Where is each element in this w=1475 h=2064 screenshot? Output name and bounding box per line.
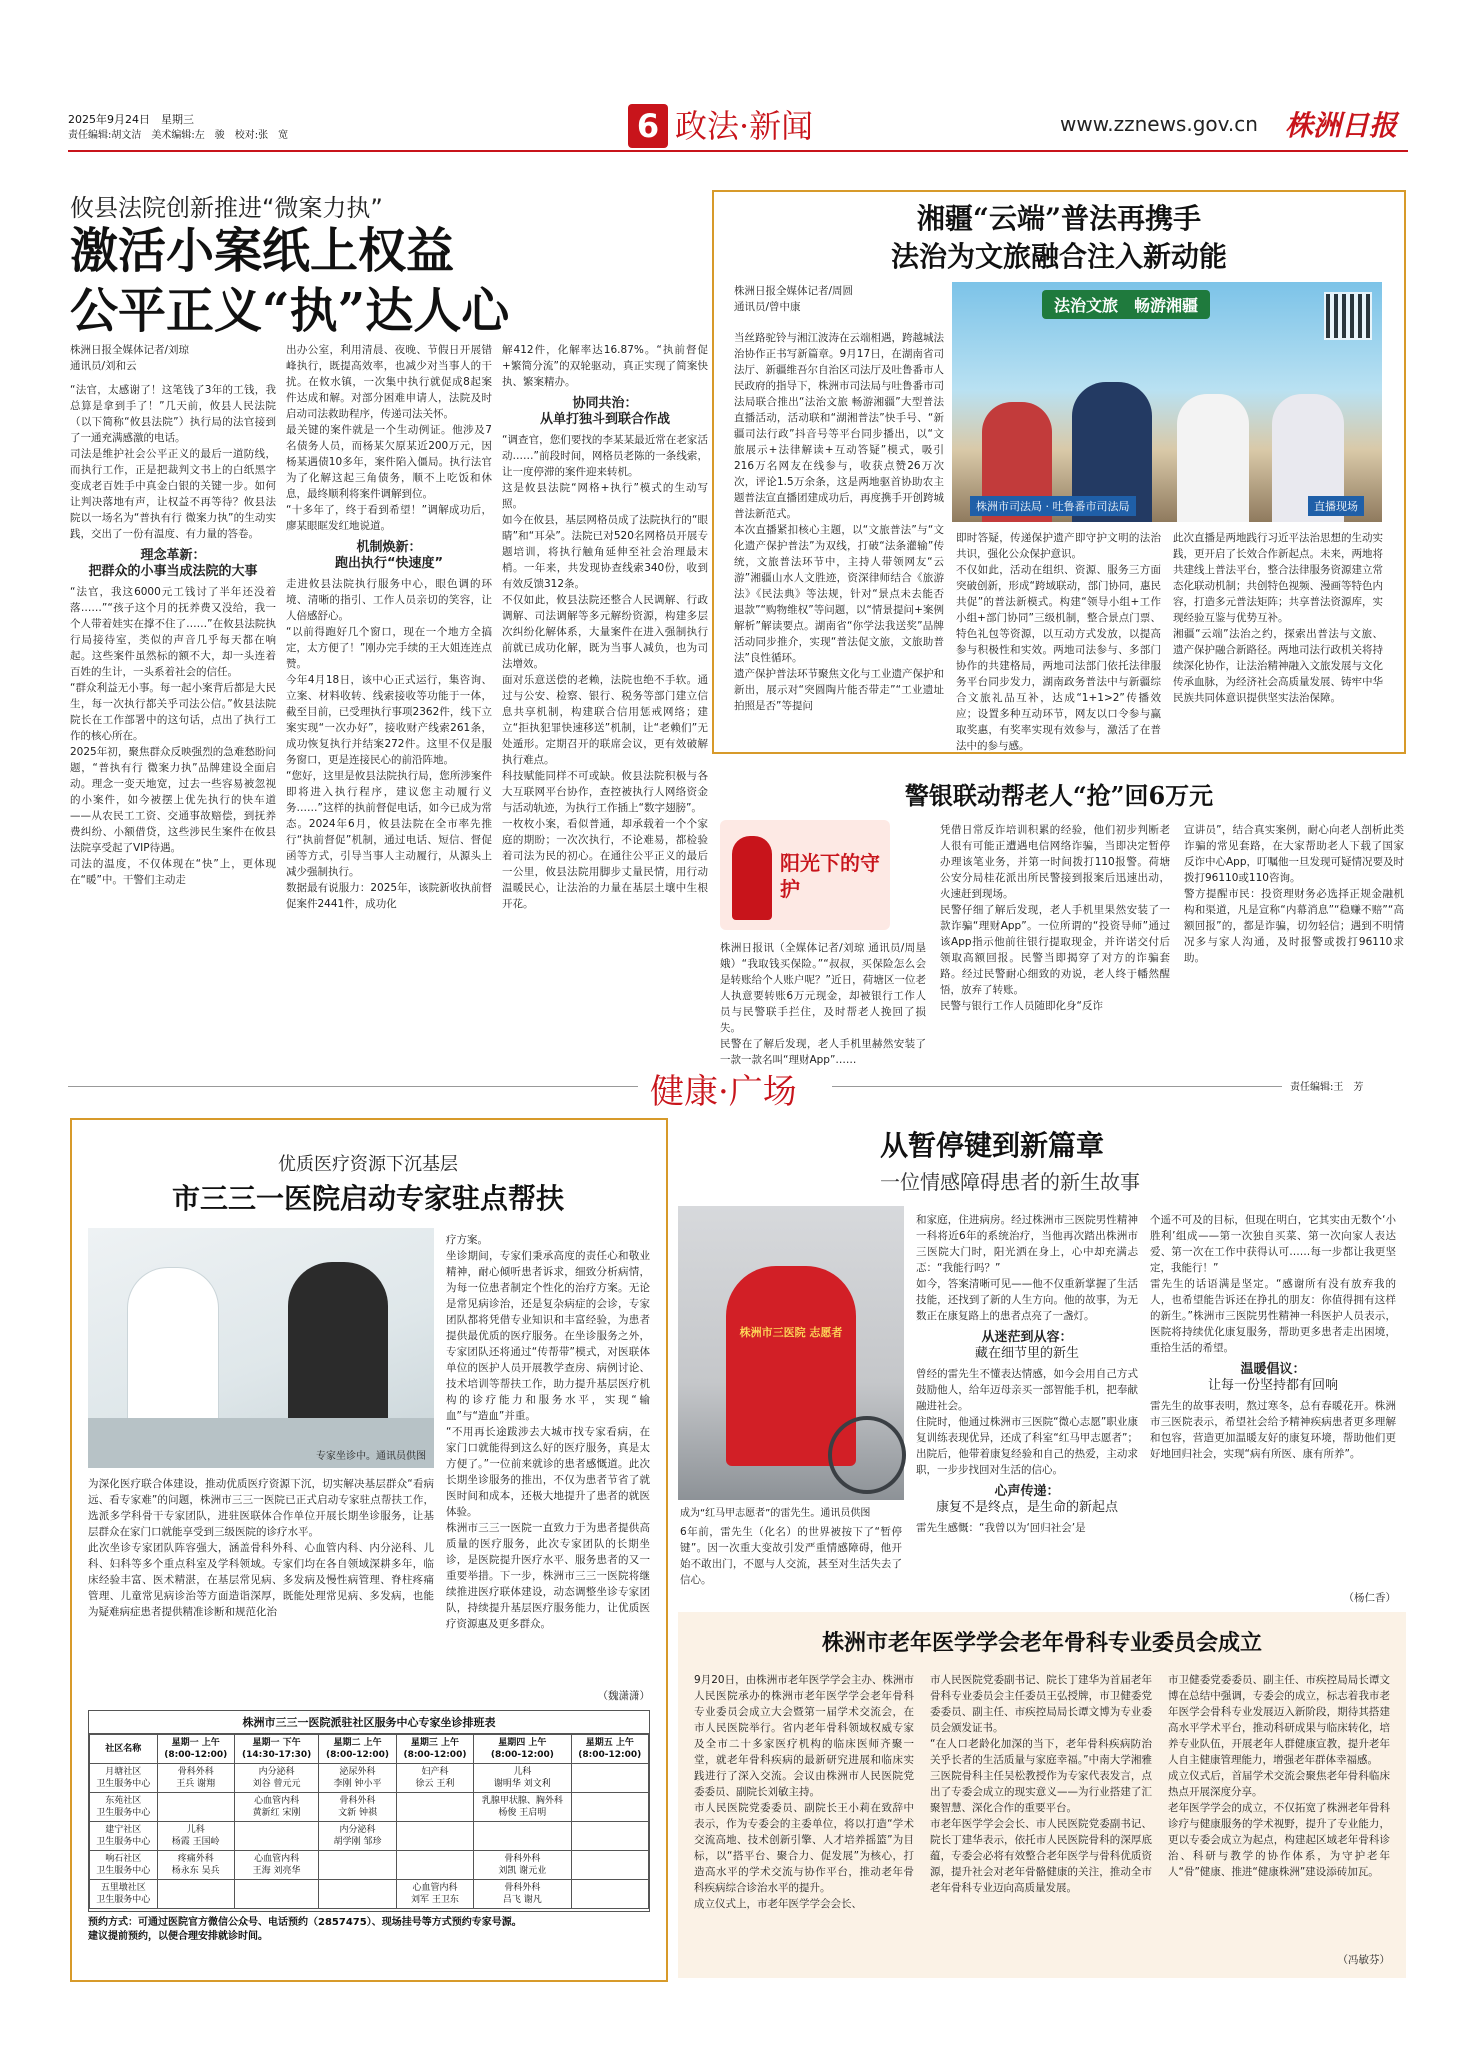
article5-col3-text2: 雷先生的故事表明，熬过寒冬，总有春暖花开。株洲市三医院表示，希望社会给予精神疾病患者更多理解和包容，营造更加温暖友好的康复环境，帮助他们更好地回归社会，实现“病有所医、康有所养”。 — [1150, 1400, 1396, 1460]
vest-logo-text: 株洲市三医院 志愿者 — [739, 1326, 843, 1339]
schedule-cell: 骨科外科 刘凯 谢元业 — [474, 1851, 571, 1880]
section2-title: 健康·广场 — [650, 1072, 797, 1112]
schedule-cell: 月塘社区 卫生服务中心 — [90, 1764, 158, 1793]
page-number: 6 — [636, 107, 660, 145]
article4-title: 市三三一医院启动专家驻点帮扶 — [171, 1182, 564, 1215]
article5-col3-subhead: 温暖倡议： — [1240, 1362, 1306, 1377]
schedule-cell: 内分泌科 胡学刚 邹珍 — [319, 1822, 396, 1851]
article3-column-logo-text: 阳光下的守护 — [780, 851, 880, 901]
schedule-header-cell: 社区名称 — [90, 1735, 158, 1764]
article2-live-photo — [952, 282, 1382, 522]
schedule-row — [90, 1880, 649, 1909]
schedule-header-row — [90, 1735, 649, 1764]
article2-col2: 即时答疑，传递保护遗产即守护文明的法治共识，强化公众保护意识。 不仅如此，活动在组织、资源、服务三方面突破创新，形成“跨域联动，部门协同，惠民共促”的普法新模式。构建“领导小组+工作小组+部门协同”三级机制，整合景点门票、特色礼包等资源，以互动方式发放，以提高参与积极性和实效。两地司法参与、多部门协作的共建格局，两地司法部门依托法律服务平台同步发力，湖南政务普法中与新疆综合文旅礼品互补，达成“1+1>2”传播效应；设置多种互动环节，网友以口令参与赢取奖惠，有奖率实现有效参与，激活了在普法中的参与感。 — [956, 532, 1161, 752]
schedule-cell: 疼痛外科 杨永东 吴兵 — [157, 1851, 234, 1880]
section2-rule-right — [832, 1086, 1282, 1087]
schedule-cell — [319, 1851, 396, 1880]
issue-date: 2025年9月24日 星期三 — [68, 113, 194, 126]
schedule-cell: 东苑社区 卫生服务中心 — [90, 1793, 158, 1822]
article5-subtitle: 一位情感障碍患者的新生故事 — [880, 1170, 1140, 1194]
schedule-cell: 妇产科 徐云 王利 — [396, 1764, 473, 1793]
article5-title: 从暂停键到新篇章 — [880, 1129, 1105, 1162]
schedule-cell — [396, 1851, 473, 1880]
schedule-cell: 建宁社区 卫生服务中心 — [90, 1822, 158, 1851]
schedule-header-cell: 星期五 上午 (8:00-12:00) — [571, 1735, 648, 1764]
schedule-cell: 骨科外科 吕飞 谢凡 — [474, 1880, 571, 1909]
article1-col3-text: 解412件，化解率达16.87%。“执前督促+繁简分流”的双轮驱动，真正实现了简案快执、繁案精办。 — [502, 344, 708, 388]
schedule-cell — [157, 1880, 234, 1909]
schedule-row — [90, 1793, 649, 1822]
schedule-row — [90, 1822, 649, 1851]
article1-title-line2: 公平正义“执”达人心 — [70, 283, 510, 339]
schedule-row — [90, 1764, 649, 1793]
schedule-header-cell: 星期四 上午 (8:00-12:00) — [474, 1735, 571, 1764]
schedule-row — [90, 1851, 649, 1880]
qr-code-icon — [1324, 292, 1372, 340]
article2-col3: 此次直播是两地践行习近平法治思想的生动实践，更开启了长效合作新起点。未来，两地将共建线上普法平台，整合法律服务资源建立常态化联动机制；共创特色视频、漫画等特色内容，打造多元普法矩阵；共享普法资源库，实现经验互鉴与优势互补。 湘疆“云端”法治之约，探索出普法与文旅、遗产保护融合新路径。两地司法行政机关将持续深化协作，让法治精神融入文旅发展与文化传承血脉，为经济社会高质量发展、铸牢中华民族共同体意识提供坚实法治保障。 — [1173, 532, 1383, 704]
section2-editor: 责任编辑:王 芳 — [1290, 1082, 1364, 1093]
article5-col2-subhead: 从迷茫到从容： — [981, 1330, 1073, 1345]
article1-col3-subhead2: 从单打独斗到联合作战 — [539, 412, 670, 427]
article6-author: （冯敏芬） — [1337, 1954, 1390, 1966]
article5-photo-caption: 成为“红马甲志愿者”的雷先生。通讯员供图 — [680, 1508, 871, 1519]
article1-col2-text2: 走进攸县法院执行服务中心，眼色调的环境、清晰的指引、工作人员亲切的笑容，让人倍感舒心。 “以前得跑好几个窗口，现在一个地方全搞定，太方便了！”刚办完手续的王大姐连连点赞。 今年4月18日，该中心正式运行，集咨询、立案、材料收转、线索接收等功能于一体，截至目前，已受理执行事项2362件，线下立案实现“一次办好”，接收财产线索261条，成功恢复执行并结案272件。这里不仅是服务窗口，更是连接民心的前沿阵地。 “您好，这里是攸县法院执行局，您所涉案件即将进入执行程序，建议您主动履行义务……”这样的执前督促电话，如今已成为常态。2024年6月，攸县法院在全市率先推行“执前督促”机制，通过电话、短信、督促函等方式，引导当事人主动履行，从源头上减少强制执行。 数据最有说服力：2025年，该院新收执前督促案件2441件，成功化 — [286, 578, 492, 910]
article1-title-line1: 激活小案纸上权益 — [70, 223, 455, 279]
schedule-cell — [474, 1822, 571, 1851]
schedule-cell: 儿科 杨霞 王国岭 — [157, 1822, 234, 1851]
article1-col3-text2: “调查官，您们要找的李某某最近常在老家活动……”前段时间，网格员老陈的一条线索，让一度停滞的案件迎来转机。 这是攸县法院“网格+执行”模式的生动写照。 如今在攸县，基层网格员成了法院执行的“眼睛”和“耳朵”。法院已对520名网格员开展专题培训，将执行触角延伸至社会治理最末梢。一年来，共发现协查线索340份，收到有效反馈312条。 不仅如此，攸县法院还整合人民调解、行政调解、司法调解等多元解纷资源，构建多层次纠纷化解体系，大量案件在进入强制执行前就已成功化解，既为当事人减负，也为司法增效。 面对乐意送偿的老赖，法院也绝不手软。通过与公安、检察、银行、税务等部门建立信息共享机制，构建联合信用惩戒网络；建立“拒执犯罪快速移送”机制，让“老赖们”无处遁形。定期召开的联席会议，更有效破解执行难点。 科技赋能同样不可或缺。攸县法院积极与各大互联网平台协作，查控被执行人网络资金与活动轨迹，为执行工作插上“数字翅膀”。 一枚枚小案，看似普通，却承载着一个个家庭的期盼；一次次执行，不论难易，都检验着司法为民的初心。在通往公平正义的最后一公里，攸县法院用脚步丈量民情，用行动温暖民心，让法治的力量在基层土壤中生根开花。 — [502, 434, 708, 910]
article5-col3-text: 个遥不可及的目标，但现在明白，它其实由无数个‘小胜利’组成——第一次独自买菜、第一次向家人表达爱、第一次在工作中获得认可……每一步都让我更坚定，我能行！” 雷先生的话语满是坚定。“感谢所有没有放弃我的人，也希望能告诉还在挣扎的朋友：你值得拥有这样的新生。”株洲市三医院男性精神一科医护人员表示，医院将持续优化康复服务，帮助更多患者走出困境，重拾生活的希望。 — [1150, 1214, 1396, 1354]
article3-col2: 凭借日常反诈培训积累的经验，他们初步判断老人很有可能正遭遇电信网络诈骗，当即决定暂停办理该笔业务，并第一时间拨打110报警。荷塘公安分局桂花派出所民警接到报案后迅速出动，火速赶到现场。 民警仔细了解后发现，老人手机里果然安装了一款诈骗“理财App”。一位所谓的“投资导师”通过该App指示他前往银行提取现金，并许诺交付后领取高额回报。民警当即揭穿了对方的诈骗套路。经过民警耐心细致的劝说，老人终于幡然醒悟，放弃了转账。 民警与银行工作人员随即化身“反诈 — [940, 824, 1170, 1012]
schedule-header-cell: 星期一 上午 (8:00-12:00) — [157, 1735, 234, 1764]
article6-title: 株洲市老年医学学会老年骨科专业委员会成立 — [821, 1630, 1262, 1656]
schedule-cell: 乳腺甲状腺、胸外科 杨俊 王启明 — [474, 1793, 571, 1822]
article4-photo — [88, 1228, 434, 1468]
schedule-header-cell: 星期二 上午 (8:00-12:00) — [319, 1735, 396, 1764]
schedule-note: 预约方式：可通过医院官方微信公众号、电话预约（2857475）、现场挂号等方式预约专家号源。 建议提前预约，以便合理安排就诊时间。 — [88, 1917, 522, 1942]
article1-col3-subhead: 协同共治： — [572, 396, 638, 411]
article5-col2-subhead3: 心声传递： — [994, 1484, 1060, 1499]
schedule-cell — [571, 1793, 648, 1822]
article3-col3: 宣讲员”，结合真实案例，耐心向老人剖析此类诈骗的常见套路，在大家帮助老人下载了国家反诈中心App，叮嘱他一旦发现可疑情况要及时拨打96110或110咨询。 警方提醒市民：投资理财务必选择正规金融机构和渠道，凡是宣称“内幕消息”“稳赚不赔”“高额回报”的，都是诈骗，切勿轻信；遇到不明情况多与家人沟通，及时报警或拨打96110求助。 — [1184, 824, 1405, 964]
article1-col2-text: 出办公室，利用清晨、夜晚、节假日开展错峰执行，既提高效率，也减少对当事人的干扰。在攸水镇，一次集中执行就促成8起案件达成和解。对部分困难申请人，法院及时启动司法救助程序，传递司法关怀。 最关键的案件就是一个生动例证。他涉及7名债务人员，而杨某欠原某近200万元，因杨某遇债10多年，案件陷入僵局。执行法官为了化解这起三角债务，顺不上吃饭和休息，最终顺利将案件调解到位。 “十多年了，终于看到希望！”调解成功后，廖某眼眶发红地说道。 — [286, 344, 492, 532]
schedule-cell — [571, 1764, 648, 1793]
schedule-cell — [571, 1880, 648, 1909]
guardian-figure-icon — [732, 836, 772, 920]
article4-photo-caption: 专家坐诊中。通讯员供图 — [316, 1451, 426, 1462]
schedule-cell — [571, 1822, 648, 1851]
article5-col3 — [1150, 1212, 1396, 1590]
article1-col2-subhead2: 跑出执行“快速度” — [334, 556, 444, 571]
article4-kicker: 优质医疗资源下沉基层 — [278, 1154, 458, 1175]
article1-col2-subhead: 机制焕新： — [356, 540, 422, 555]
schedule-cell: 五里墩社区 卫生服务中心 — [90, 1880, 158, 1909]
article4-col2-text: 疗方案。 坐诊期间，专家们秉承高度的责任心和敬业精神，耐心倾听患者诉求，细致分析病情，为每一位患者制定个性化的治疗方案。无论是常见病诊治，还是复杂病症的会诊，专家团队都将凭借专业知识和丰富经验，为患者提供最优质的医疗服务。在坐诊服务之外，专家团队还将通过“传帮带”模式，对医联体单位的医护人员开展教学查房、病例讨论、技术培训等帮扶工作，助力提升基层医疗机构的诊疗能力和服务水平，实现“输血”与“造血”并重。 “不用再长途跋涉去大城市找专家看病，在家门口就能得到这么好的医疗服务，真是太方便了。”一位前来就诊的患者感慨道。此次长期坐诊服务的推出，不仅为患者节省了就医时间和成本，还极大地提升了患者的就医体验。 株洲市三三一医院一直致力于为患者提供高质量的医疗服务，此次专家团队的长期坐诊，是医院提升医疗水平、服务患者的又一重要举措。下一步，株洲市三三一医院将继续推进医疗联体建设，动态调整坐诊专家团队，持续提升基层医疗服务能力，让优质医疗资源惠及更多群众。 — [446, 1234, 650, 1630]
schedule-cell — [157, 1793, 234, 1822]
article1-col1-subhead: 理念革新： — [140, 548, 206, 563]
schedule-title: 株洲市三三一医院派驻社区服务中心专家坐诊排班表 — [89, 1711, 649, 1734]
article3-column-logo — [720, 820, 890, 930]
article1-col1-text: “法官，太感谢了！这笔钱了3年的工钱，我总算是拿到手了！”几天前，攸县人民法院（以下简称“攸县法院”）执行局的法官接到了一通充满感激的电话。 司法是维护社会公平正义的最后一道防线，而执行工作，正是把裁判文书上的白纸黑字变成老百姓手中真金白银的关键一步。如何让判决落地有声，让权益不再等待？攸县法院以一场名为“普执有行 微案力执”的生动实践，交出了一份有温度、有力量的答卷。 — [70, 384, 276, 540]
schedule-cell: 心血管内科 王海 刘亮华 — [234, 1851, 318, 1880]
article6-col1: 9月20日，由株洲市老年医学学会主办、株洲市人民医院承办的株洲市老年医学学会老年骨科专业委员会成立大会暨第一届学术交流会，在市人民医院举行。省内老年骨科领域权威专家及全市二十多家医疗机构的临床医师齐聚一堂，就老年骨科疾病的最新研究进展和临床实践进行了深入交流。会议由株洲市人民医院党委委员、副院长刘敏主持。 市人民医院党委委员、副院长王小莉在致辞中表示，作为专委会的主委单位，将以打造“学术交流高地、技术创新引擎、人才培养摇篮”为目标，以“搭平台、聚合力、促发展”为核心，打造高水平的学术交流与协作平台，推动老年骨科疾病综合诊治水平的提升。 成立仪式上，市老年医学学会会长、 — [694, 1674, 914, 1910]
article5-col2 — [916, 1212, 1138, 1590]
article4-col1: 为深化医疗联合体建设，推动优质医疗资源下沉，切实解决基层群众“看病远、看专家难”的问题，株洲市三三一医院已正式启动专家驻点帮扶工作，选派多学科骨干专家团队，进驻医联体合作单位开展长期坐诊服务，让基层群众在家门口就能享受到三级医院的诊疗水平。 此次坐诊专家团队阵容强大，涵盖骨科外科、心血管内科、内分泌科、儿科、妇科等多个重点科室及学科领域。专家们均在各自领域深耕多年，临床经验丰富、医术精湛，在基层常见病、多发病及慢性病管理、脊柱疼痛管理、儿童常见病诊治等方面造诣深厚，既能处理常见病、多发病，也能为疑难病症患者提供精准诊断和规范化治 — [88, 1478, 434, 1618]
section-title: 政法·新闻 — [675, 107, 814, 145]
wheelchair-shape — [828, 1416, 906, 1494]
patient-figure — [288, 1262, 388, 1432]
article4-author: （魏潇潇） — [597, 1690, 650, 1702]
masthead-rule — [68, 150, 1408, 152]
schedule-cell — [234, 1822, 318, 1851]
article2-photo-caption-left: 株洲市司法局 · 吐鲁番市司法局 — [970, 496, 1136, 516]
article1-kicker: 攸县法院创新推进“微案力执” — [70, 194, 383, 222]
person-figure-3 — [1177, 394, 1249, 522]
schedule-cell: 骨科外科 文新 钟祺 — [319, 1793, 396, 1822]
schedule-cell — [234, 1880, 318, 1909]
article6-col2: 市人民医院党委副书记、院长丁建华为首届老年骨科专业委员会主任委员王弘授牌，市卫健委党委委员、副主任、市疾控局局长谭文博为专业委员会颁发证书。 “在人口老龄化加深的当下，老年骨科疾病防治关乎长者的生活质量与家庭幸福。”中南大学湘雅三医院骨科主任吴松教授作为专家代表发言，点出了专委会成立的现实意义——为行业搭建了汇聚智慧、深化合作的重要平台。 市老年医学学会会长、市人民医院党委副书记、院长丁建华表示，依托市人民医院骨科的深厚底蕴，专委会必将有效整合老年医学与骨科优质资源，提升社会对老年骨骼健康的关注，推动全市老年骨科专业迈向高质量发展。 — [930, 1674, 1152, 1894]
article5-col2-text3: 雷先生感慨：“我曾以为‘回归社会’是 — [916, 1522, 1086, 1534]
schedule-cell: 内分泌科 刘谷 曾元元 — [234, 1764, 318, 1793]
article5-col1: 6年前，雷先生（化名）的世界被按下了“暂停键”。因一次重大变故引发严重情感障碍，他开始不敢出门，不愿与人交流，甚至对生活失去了信心。 — [680, 1526, 902, 1586]
section2-rule-left — [68, 1086, 638, 1087]
article2-col1: 当丝路驼铃与湘江波涛在云端相遇，跨越城法治协作正书写新篇章。9月17日，在湖南省司法厅、新疆维吾尔自治区司法厅及吐鲁番市人民政府的指导下，株洲市司法局与吐鲁番市司法局联合推出“法治文旅 畅游湘疆”大型普法直播活动，活动联和“湖湘普法”快手号、“新疆司法行政”抖音号等平台同步播出，以“文旅展示+法律解读+互动答疑”模式，吸引216万名网友在线参与，收获点赞26万次次，评论1.5万余条，这是两地驱首协助农主题普法宣直播团建成功后，再度携手开创跨城普法新范式。 本次直播紧扣核心主题，以“文旅普法”与“文化遗产保护普法”为双线，打破“法条灌输”传统，文旅普法环节中，主持人带领网友“云游”湘疆山水人文胜迹，资深律师结合《旅游法》《民法典》等法规，针对“景点未去能否退款”“购物维权”等问题，以“情景提问+案例解析”解读要点。湖南省“你学法我送奖”品牌活动同步推介，实现“普法促文旅，文旅助普法”良性循环。 遗产保护普法环节聚焦文化与工业遗产保护和新出，展示对“突圆陶片能否带走”“工业遗址拍照是否”等提问 — [734, 332, 944, 712]
article6-col3: 市卫健委党委委员、副主任、市疾控局局长谭文博在总结中强调，专委会的成立，标志着我市老年医学会骨科专业发展迈入新阶段，期待其搭建高水平学术平台，推动科研成果与临床转化，培养专业队伍，开展老年人群健康宣教，提升老年人自主健康管理能力，增强老年群体幸福感。 成立仪式后，首届学术交流会聚焦老年骨科临床热点开展深度分享。 老年医学学会的成立，不仅拓宽了株洲老年骨科诊疗与健康服务的学术视野，提升了专业能力，更以专委会成立为起点，构建起区域老年骨科诊治、科研与教学的协作体系，为守护老年人“骨”健康、推进“健康株洲”建设添砖加瓦。 — [1168, 1674, 1390, 1878]
page-editors: 责任编辑:胡文洁 美术编辑:左 骏 校对:张 宽 — [68, 130, 289, 141]
article2-photo-banner: 法治文旅 畅游湘疆 — [1042, 290, 1210, 319]
doctor-figure — [128, 1268, 218, 1428]
schedule-header-cell: 星期一 下午 (14:30-17:30) — [234, 1735, 318, 1764]
article1-byline: 株洲日报全媒体记者/刘琼 通讯员/刘和云 — [70, 344, 190, 372]
schedule-cell — [396, 1793, 473, 1822]
article3-col1: 株洲日报讯（全媒体记者/刘琼 通讯员/周垦娥）“我取钱买保险。”“叔叔，买保险怎么会是转账给个人账户呢？”近日，荷塘区一位老人执意要转账6万元现金，却被银行工作人员与民警联手拦住，及时帮老人挽回了损失。 民警在了解后发现，老人手机里赫然安装了一款一款名叫“理财App”…… — [720, 942, 926, 1066]
page-number-badge — [628, 104, 668, 148]
article2-title-line1: 湘疆“云端”普法再携手 — [916, 202, 1202, 235]
article5-col2-text2: 曾经的雷先生不懂表达情感，如今会用自己方式鼓励他人，给年迈母亲买一部智能手机，把奉献融进社会。 住院时，他通过株洲市三医院“微心志愿”职业康复训练表现优异，还成了科室“红马甲志愿者”；出院后，他带着康复经验和自己的热爱，主动求职，一步步找回对生活的信心。 — [916, 1368, 1138, 1476]
schedule-cell — [319, 1880, 396, 1909]
article1-col1-text2: “法官，我这6000元工钱讨了半年还没着落……”“孩子这个月的抚养费又没给，我一个人带着娃实在撑不住了……”在攸县法院执行局接待室，类似的声音几乎每天都在响起。这些案件虽然标的额不大，却一头连着百姓的生计，一头系着社会的信任。 “群众利益无小事。每一起小案背后都是大民生，每一次执行都关乎司法公信。”攸县法院院长在工作部署中的这句话，点出了执行工作的核心所在。 2025年初，聚焦群众反映强烈的急难愁盼问题，“普执有行 微案力执”品牌建设全面启动。理念一变天地宽，过去一些容易被忽视的小案件，如今被摆上优先执行的快车道——从农民工工资、交通事故赔偿，到抚养费纠纷、小额借贷，这些涉民生案件在攸县法院享受起了VIP待遇。 司法的温度，不仅体现在“快”上，更体现在“暖”中。干警们主动走 — [70, 586, 276, 886]
schedule-table-box — [88, 1710, 650, 1912]
schedule-cell — [571, 1851, 648, 1880]
article5-col2-subhead4: 康复不是终点，是生命的新起点 — [935, 1500, 1118, 1515]
article1-col1-subhead2: 把群众的小事当成法院的大事 — [88, 564, 258, 579]
article5-col2-text: 和家庭，住进病房。经过株洲市三医院男性精神一科将近6年的系统治疗，当他再次踏出株洲市三医院大门时，阳光洒在身上，心中却充满忐忑：“我能行吗？” 如今，答案清晰可见——他不仅重新掌握了生活技能，还找到了新的人生方向。他的故事，为无数正在康复路上的患者点亮了一盏灯。 — [916, 1214, 1138, 1322]
schedule-cell: 响石社区 卫生服务中心 — [90, 1851, 158, 1880]
schedule-header-cell: 星期三 上午 (8:00-12:00) — [396, 1735, 473, 1764]
schedule-cell — [396, 1822, 473, 1851]
article4-col2 — [446, 1232, 650, 1708]
article2-photo-caption-right: 直播现场 — [1308, 496, 1364, 516]
paper-logo: 株洲日报 — [1285, 109, 1398, 142]
schedule-cell: 泌尿外科 李刚 钟小平 — [319, 1764, 396, 1793]
article5-col3-subhead2: 让每一份坚持都有回响 — [1207, 1378, 1338, 1393]
schedule-cell: 儿科 谢明华 刘文利 — [474, 1764, 571, 1793]
article5-photo — [678, 1206, 904, 1500]
schedule-table — [89, 1734, 649, 1909]
article2-byline: 株洲日报全媒体记者/周圆 通讯员/曾中康 — [734, 285, 854, 313]
site-url: www.zznews.gov.cn — [1060, 112, 1258, 136]
schedule-cell: 心血管内科 黄新红 宋刚 — [234, 1793, 318, 1822]
article2-title-line2: 法治为文旅融合注入新动能 — [890, 240, 1227, 273]
article5-col2-subhead2: 藏在细节里的新生 — [974, 1346, 1079, 1361]
schedule-cell: 心血管内科 刘军 王卫东 — [396, 1880, 473, 1909]
article3-title: 警银联动帮老人“抢”回6万元 — [904, 781, 1214, 810]
schedule-cell: 骨科外科 王兵 谢翔 — [157, 1764, 234, 1793]
article5-author: （杨仁香） — [1343, 1592, 1396, 1604]
